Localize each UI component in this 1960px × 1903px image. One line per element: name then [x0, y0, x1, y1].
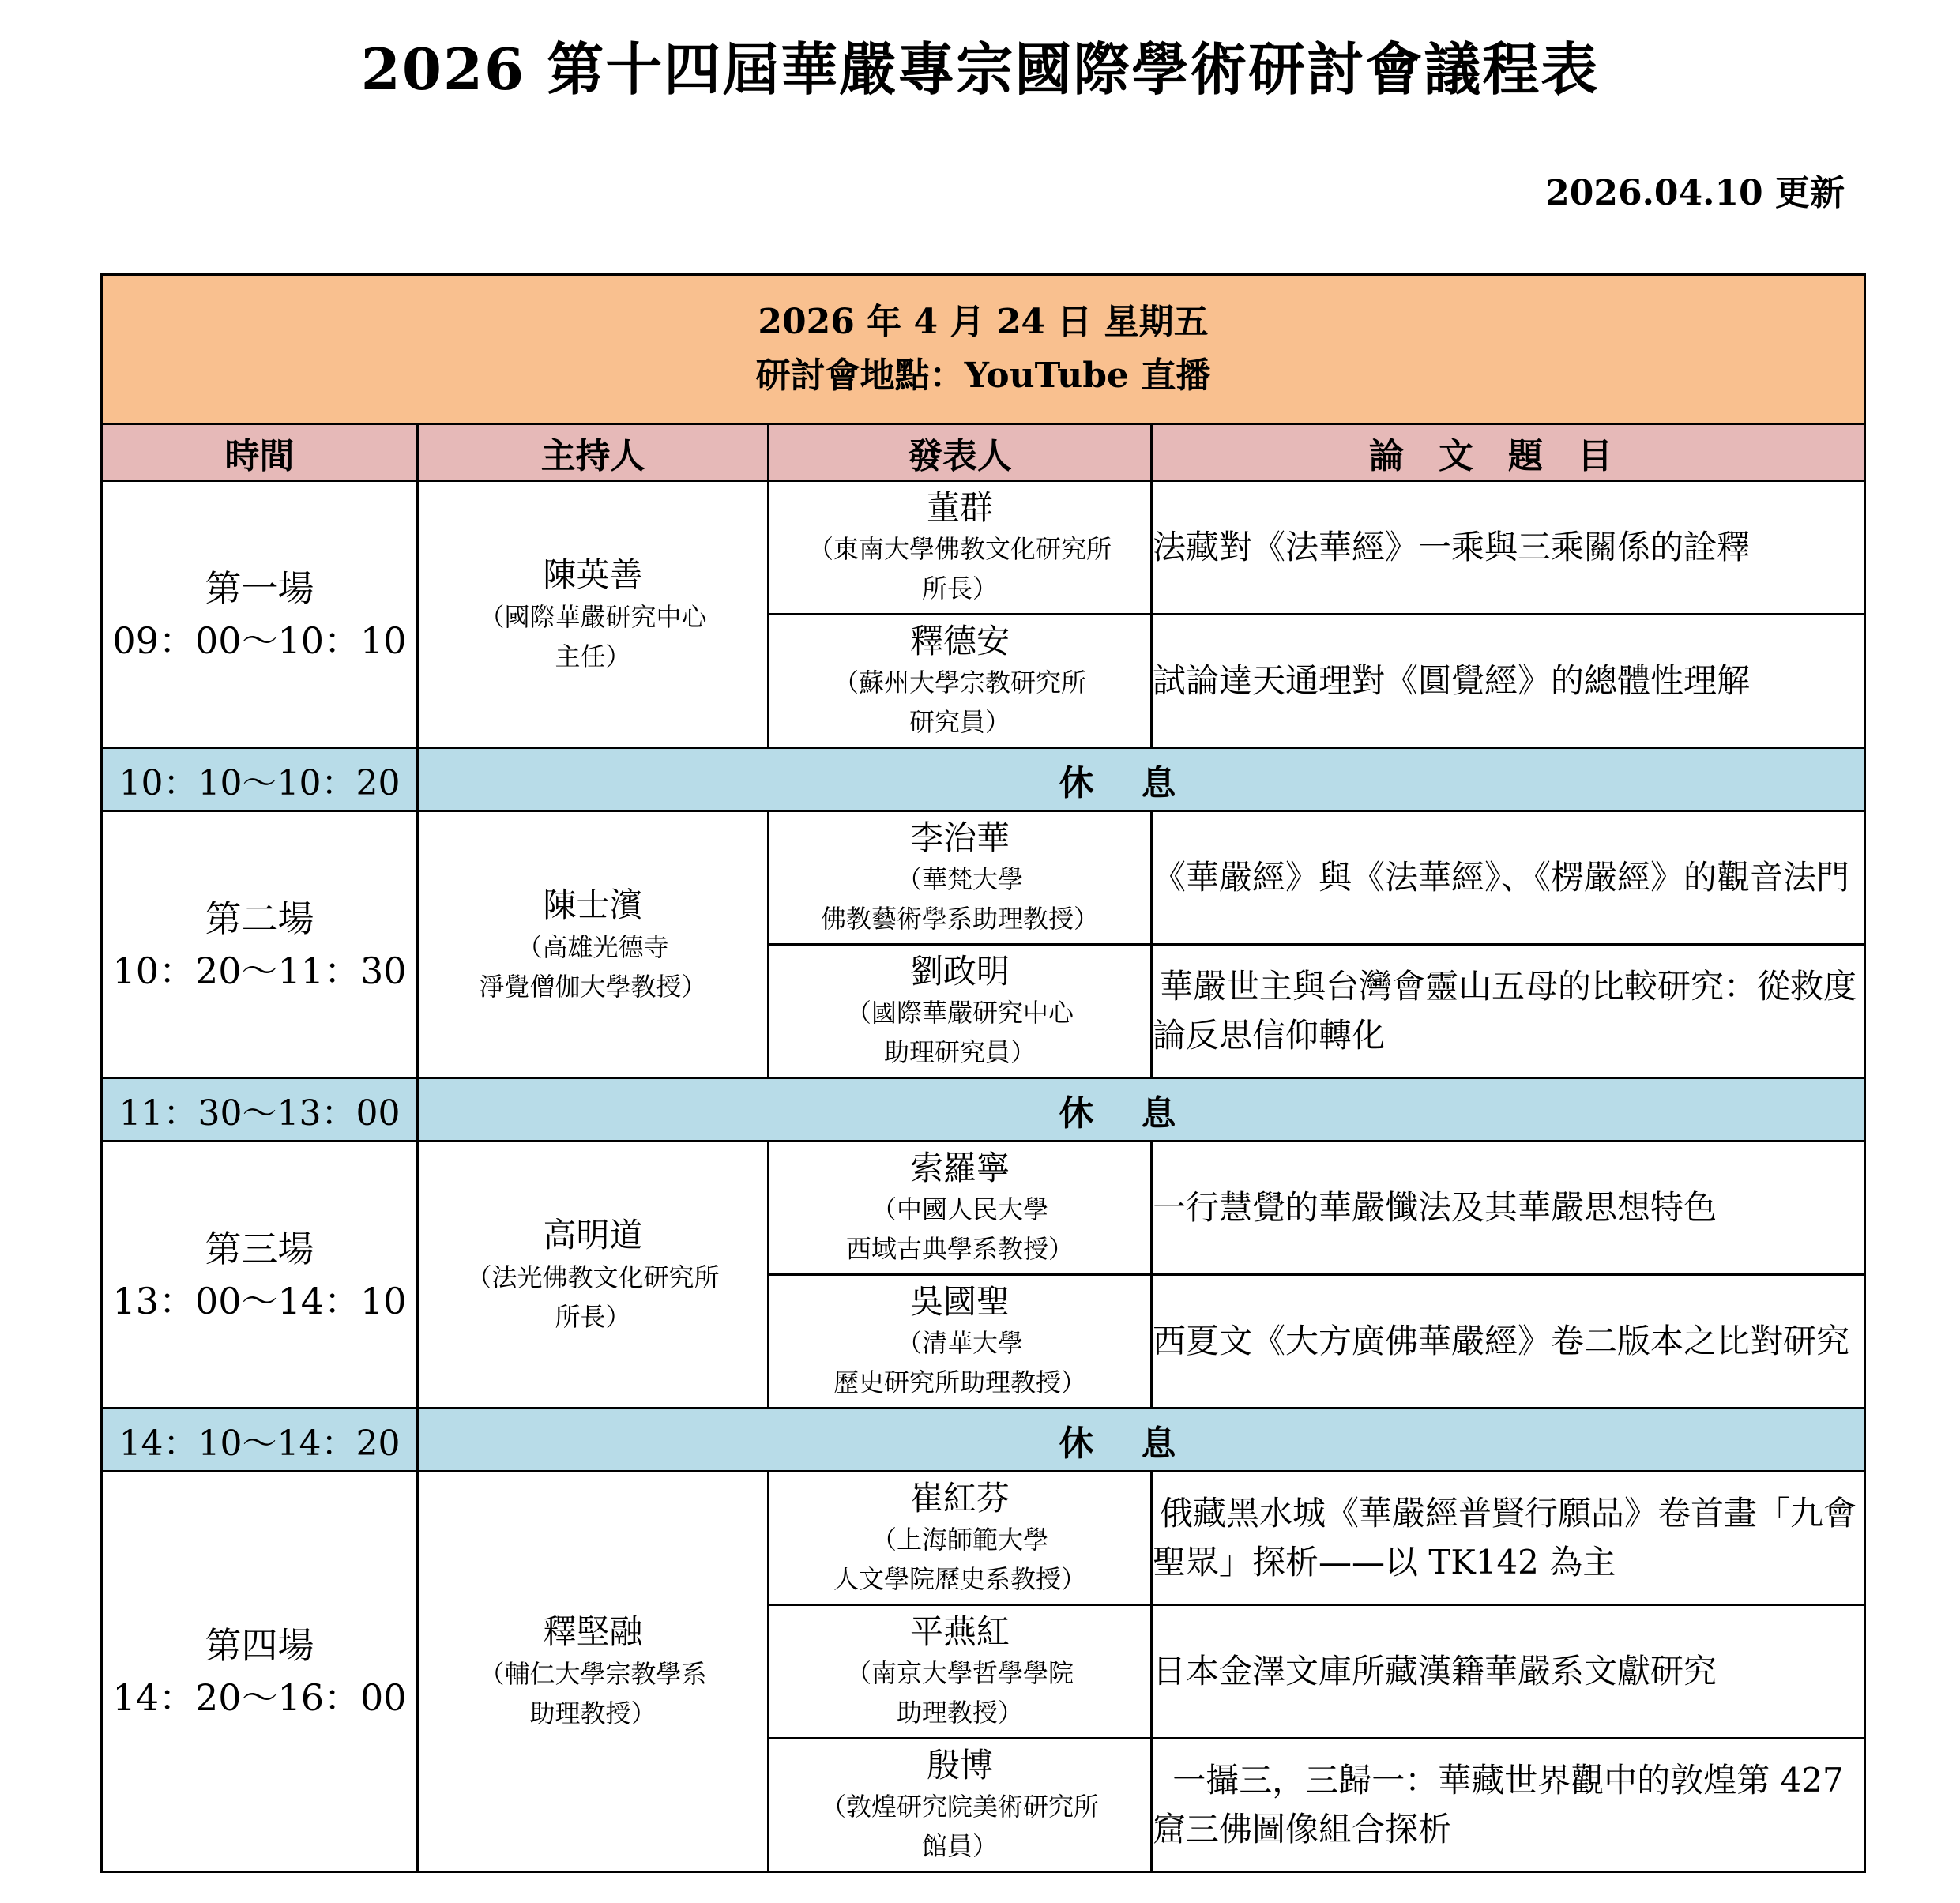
presenter-name: 索羅寧 — [909, 1149, 1010, 1187]
presenter-cell — [769, 1275, 1152, 1408]
moderator-title: 主任） — [555, 641, 631, 671]
paper-title: 俄藏黑水城《華嚴經普賢行願品》卷首畫「九會聖眾」探析——以 TK142 為主 — [1152, 1472, 1865, 1605]
presenter-affiliation: （東南大學佛教文化研究所 — [807, 534, 1112, 564]
presenter-title: 西域古典學系教授） — [845, 1234, 1074, 1264]
session-name: 第一場 — [205, 566, 314, 610]
session-cell — [102, 1472, 418, 1872]
agenda-table — [100, 273, 1866, 1873]
table-row — [102, 1472, 1865, 1605]
paper-title: 日本金澤文庫所藏漢籍華嚴系文獻研究 — [1152, 1605, 1865, 1739]
break-row — [102, 748, 1865, 811]
conference-venue: 研討會地點：YouTube 直播 — [755, 355, 1211, 396]
presenter-title: 人文學院歷史系教授） — [833, 1564, 1086, 1594]
moderator-name: 高明道 — [543, 1215, 643, 1254]
presenter-title: 所長） — [921, 574, 998, 604]
break-cell — [418, 1408, 1865, 1472]
moderator-title: 所長） — [555, 1301, 631, 1332]
presenter-affiliation: （蘇州大學宗教研究所 — [833, 668, 1086, 698]
presenter-name: 劉政明 — [909, 952, 1010, 991]
session-name: 第四場 — [205, 1624, 314, 1667]
presenter-title: 助理研究員） — [883, 1037, 1036, 1067]
header-paper — [1152, 424, 1865, 481]
break-cell — [418, 1078, 1865, 1141]
moderator-title: 助理教授） — [529, 1698, 656, 1728]
session-cell — [102, 811, 418, 1078]
presenter-cell — [769, 1739, 1152, 1872]
paper-title: 西夏文《大方廣佛華嚴經》卷二版本之比對研究 — [1152, 1275, 1865, 1408]
presenter-affiliation: （清華大學 — [896, 1328, 1023, 1358]
paper-title: 法藏對《法華經》一乘與三乘關係的詮釋 — [1152, 481, 1865, 615]
presenter-cell — [769, 945, 1152, 1078]
moderator-title: 淨覺僧伽大學教授） — [479, 971, 707, 1002]
moderator-affiliation: （國際華嚴研究中心 — [479, 601, 707, 632]
presenter-cell — [769, 1605, 1152, 1739]
presenter-affiliation: （敦煌研究院美術研究所 — [820, 1792, 1099, 1822]
updated-date: 2026.04.10 更新 — [1545, 173, 1845, 213]
session-time: 14：20～16：00 — [112, 1676, 407, 1719]
session-cell — [102, 481, 418, 748]
moderator-name: 陳英善 — [543, 555, 643, 594]
break-label: 休息 — [1059, 1093, 1224, 1134]
paper-title: 一攝三，三歸一：華藏世界觀中的敦煌第 427 窟三佛圖像組合探析 — [1152, 1739, 1865, 1872]
header-row — [102, 424, 1865, 481]
break-time: 10：10～10：20 — [102, 748, 418, 811]
break-row — [102, 1408, 1865, 1472]
moderator-name: 陳士濱 — [543, 885, 643, 924]
presenter-name: 李治華 — [909, 818, 1010, 857]
header-moderator: 主持人 — [418, 424, 769, 481]
moderator-cell — [418, 481, 769, 748]
banner-row — [102, 275, 1865, 424]
break-cell — [418, 748, 1865, 811]
break-time: 14：10～14：20 — [102, 1408, 418, 1472]
presenter-cell — [769, 811, 1152, 945]
presenter-cell — [769, 1472, 1152, 1605]
presenter-name: 釋德安 — [909, 622, 1010, 660]
session-time: 09：00～10：10 — [112, 619, 407, 662]
presenter-name: 平燕紅 — [909, 1612, 1010, 1651]
header-paper-label: 論文題目 — [1369, 435, 1647, 476]
presenter-affiliation: （南京大學哲學學院 — [845, 1658, 1074, 1688]
moderator-cell — [418, 1472, 769, 1872]
moderator-name: 釋堅融 — [543, 1612, 643, 1651]
presenter-name: 董群 — [926, 488, 993, 527]
paper-title: 一行慧覺的華嚴懺法及其華嚴思想特色 — [1152, 1141, 1865, 1275]
header-presenter: 發表人 — [769, 424, 1152, 481]
paper-title: 《華嚴經》與《法華經》、《楞嚴經》的觀音法門 — [1152, 811, 1865, 945]
presenter-cell — [769, 481, 1152, 615]
presenter-name: 吳國聖 — [909, 1282, 1010, 1321]
break-label: 休息 — [1059, 1423, 1224, 1464]
presenter-title: 佛教藝術學系助理教授） — [820, 904, 1099, 934]
break-label: 休息 — [1059, 762, 1224, 803]
presenter-affiliation: （中國人民大學 — [871, 1194, 1048, 1224]
moderator-affiliation: （輔仁大學宗教學系 — [479, 1659, 707, 1689]
session-time: 10：20～11：30 — [112, 949, 407, 992]
break-row — [102, 1078, 1865, 1141]
header-time: 時間 — [102, 424, 418, 481]
page-title: 2026 第十四屆華嚴專宗國際學術研討會議程表 — [360, 36, 1600, 103]
presenter-title: 助理教授） — [896, 1698, 1023, 1728]
presenter-title: 研究員） — [909, 707, 1010, 737]
session-time: 13：00～14：10 — [112, 1279, 407, 1322]
moderator-cell — [418, 811, 769, 1078]
table-row — [102, 1141, 1865, 1275]
break-time: 11：30～13：00 — [102, 1078, 418, 1141]
moderator-affiliation: （法光佛教文化研究所 — [466, 1262, 720, 1292]
conference-banner — [102, 275, 1865, 424]
presenter-title: 館員） — [921, 1831, 998, 1861]
session-name: 第二場 — [205, 897, 314, 940]
session-name: 第三場 — [205, 1227, 314, 1270]
presenter-name: 殷博 — [926, 1746, 993, 1785]
presenter-name: 崔紅芬 — [909, 1479, 1010, 1518]
paper-title: 華嚴世主與台灣會靈山五母的比較研究：從救度論反思信仰轉化 — [1152, 945, 1865, 1078]
conference-date: 2026 年 4 月 24 日 星期五 — [758, 302, 1209, 342]
presenter-cell — [769, 615, 1152, 748]
presenter-title: 歷史研究所助理教授） — [833, 1367, 1086, 1397]
presenter-affiliation: （華梵大學 — [896, 864, 1023, 894]
paper-title: 試論達天通理對《圓覺經》的總體性理解 — [1152, 615, 1865, 748]
presenter-cell — [769, 1141, 1152, 1275]
moderator-cell — [418, 1141, 769, 1408]
table-row — [102, 811, 1865, 945]
table-row — [102, 481, 1865, 615]
moderator-affiliation: （高雄光德寺 — [517, 931, 669, 962]
session-cell — [102, 1141, 418, 1408]
presenter-affiliation: （國際華嚴研究中心 — [845, 998, 1074, 1028]
presenter-affiliation: （上海師範大學 — [871, 1525, 1048, 1555]
